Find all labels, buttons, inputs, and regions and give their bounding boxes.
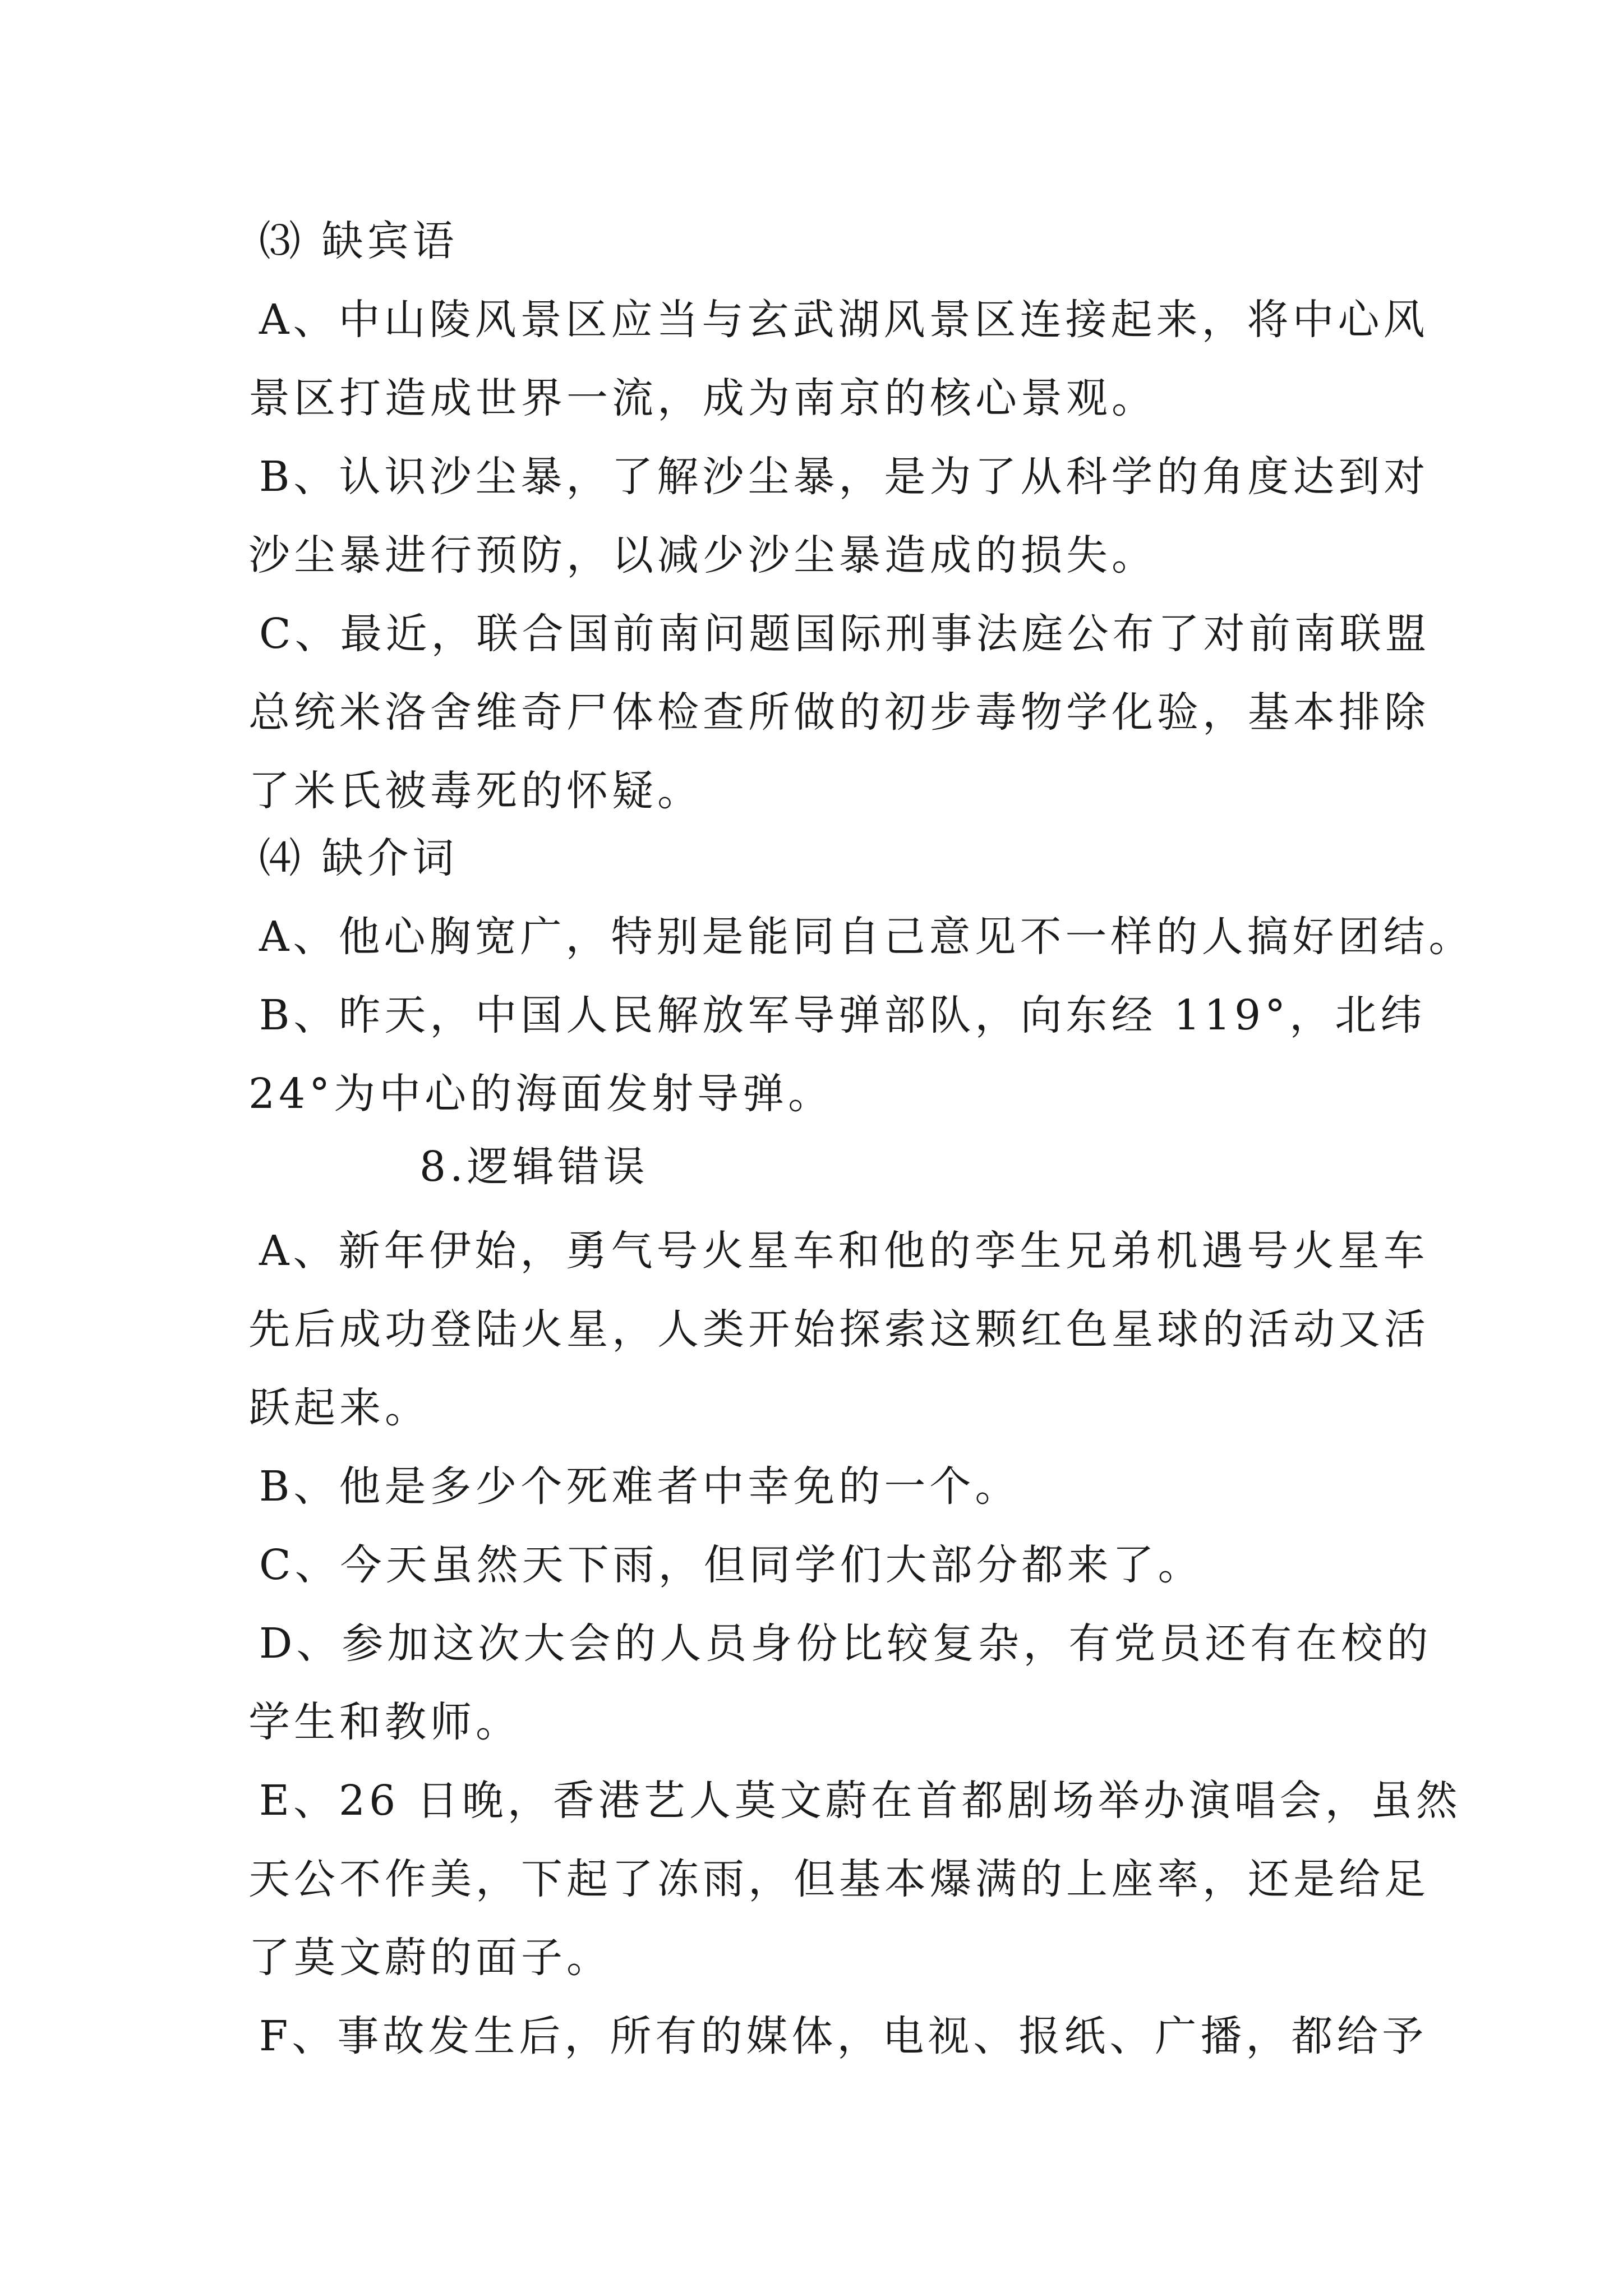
paragraph-line: B、昨天，中国人民解放军导弹部队，向东经 119°，北纬 bbox=[259, 991, 1426, 1039]
paragraph-line: 天公不作美，下起了冻雨，但基本爆满的上座率，还是给足 bbox=[248, 1855, 1430, 1903]
paragraph-line: 沙尘暴进行预防，以减少沙尘暴造成的损失。 bbox=[248, 531, 1157, 579]
paragraph-line: E、26 日晚，香港艺人莫文蔚在首都剧场举办演唱会，虽然 bbox=[259, 1777, 1461, 1825]
paragraph-line: 学生和教师。 bbox=[248, 1698, 521, 1746]
paragraph-line: C、最近，联合国前南问题国际刑事法庭公布了对前南联盟 bbox=[259, 610, 1431, 658]
paragraph-line: 跃起来。 bbox=[248, 1384, 430, 1432]
paragraph-line: B、认识沙尘暴，了解沙尘暴，是为了从科学的角度达到对 bbox=[259, 453, 1430, 501]
paragraph-line: A、他心胸宽广，特别是能同自己意见不一样的人搞好团结。 bbox=[259, 913, 1474, 961]
paragraph-line: B、他是多少个死难者中幸免的一个。 bbox=[259, 1462, 1021, 1511]
paragraph-line: 了莫文蔚的面子。 bbox=[248, 1934, 612, 1982]
paragraph-line: D、参加这次大会的人员身份比较复杂，有党员还有在校的 bbox=[259, 1619, 1432, 1668]
paragraph-line: F、事故发生后，所有的媒体，电视、报纸、广播，都给予 bbox=[259, 2012, 1428, 2060]
paragraph-line: 先后成功登陆火星，人类开始探索这颗红色星球的活动又活 bbox=[248, 1305, 1430, 1354]
paragraph-line: A、中山陵风景区应当与玄武湖风景区连接起来，将中心风 bbox=[259, 296, 1429, 344]
paragraph-line: C、今天虽然天下雨，但同学们大部分都来了。 bbox=[259, 1541, 1204, 1589]
subheading-missing-preposition: ⑷ 缺介词 bbox=[259, 834, 458, 882]
paragraph-line: 了米氏被毒死的怀疑。 bbox=[248, 767, 703, 815]
paragraph-line: 景区打造成世界一流，成为南京的核心景观。 bbox=[248, 374, 1157, 422]
paragraph-line: A、新年伊始，勇气号火星车和他的孪生兄弟机遇号火星车 bbox=[259, 1227, 1429, 1275]
paragraph-line: 总统米洛舍维奇尸体检查所做的初步毒物学化验，基本排除 bbox=[248, 688, 1430, 737]
paragraph-line: 24°为中心的海面发射导弹。 bbox=[248, 1070, 834, 1118]
section-heading-logic-errors: 8.逻辑错误 bbox=[419, 1143, 649, 1191]
subheading-missing-object: ⑶ 缺宾语 bbox=[259, 217, 458, 265]
